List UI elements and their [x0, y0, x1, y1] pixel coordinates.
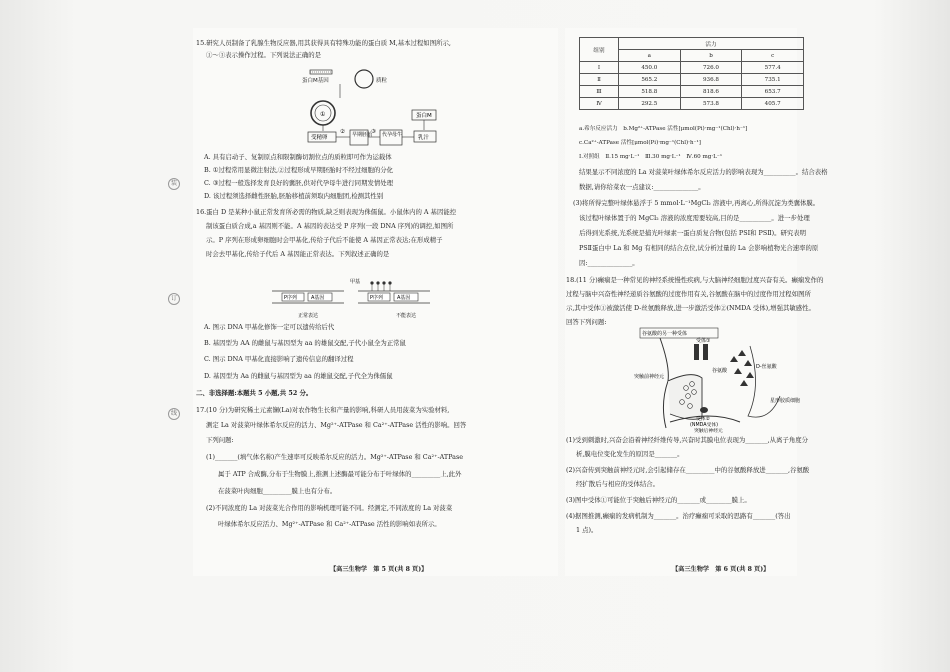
q17-result-line1: 结果显示不同浓度的 La 对菠菜叶绿体希尔反应活力的影响表现为__________。结合表格 [579, 168, 828, 176]
q17-stem-2: 测定 La 对菠菜叶绿体希尔反应的活力、Mg²⁺-ATPase 和 Ca²⁺-ATPase 活性的影响。回答 [206, 421, 467, 429]
q18-stem-1: 18.(11 分)癫痫是一种常见的神经系统慢性疾病,与大脑神经细胞过度兴奋有关。癫痫发作的 [566, 276, 824, 284]
right-page-footer: 【高三生物学 第 6 页(共 8 页)】 [672, 566, 770, 573]
q16-stem-4: 时会去甲基化,传给子代后 A 基因能正常表达。下列叙述正确的是 [206, 250, 390, 258]
fig-other-receptor: 谷氨酸的另一种受体 [642, 331, 688, 337]
q17-part3-line1: (3)将所得完整叶绿体悬浮于 5 mmol·L⁻¹MgCl₂ 溶液中,再离心,所得沉淀为类囊体膜。 [573, 199, 820, 207]
table-cell-b: 573.8 [680, 98, 742, 110]
table-row [580, 62, 804, 74]
plasmid-circle [355, 70, 373, 88]
table-cell-group: Ⅳ [580, 98, 619, 110]
fig-milk: 乳汁 [418, 135, 430, 141]
lanthanum-results-table [579, 37, 804, 110]
binding-mark-2: 订 [168, 293, 180, 305]
table-cell-b: 726.0 [680, 62, 742, 74]
fig-cell3: 代孕母牛 [382, 132, 403, 138]
q18-part1-line1: (1)受到刺激时,兴奋会沿着神经纤维传导,兴奋时其膜电位表现为_______,从离子角度分 [566, 436, 809, 444]
fig-gene-label: 蛋白M基因 [302, 78, 329, 84]
q15-stem-2: ①～③表示操作过程。下列说法正确的是 [206, 51, 322, 59]
fig-normal-expression: 正常表达 [298, 313, 319, 319]
receptor2-shape [700, 407, 708, 413]
binding-mark-1: 装 [168, 178, 180, 190]
q16-option-d: D. 基因型为 Aa 的雌鼠与基因型为 aa 的雄鼠交配,子代全为侏儒鼠 [204, 372, 393, 380]
fig-postsynaptic: 突触后神经元 [694, 429, 723, 434]
left-page-footer: 【高三生物学 第 5 页(共 8 页)】 [330, 566, 428, 573]
table-cell-c: 405.7 [742, 98, 804, 110]
table-header-group: 组别 [580, 38, 619, 62]
table-cell-group: Ⅰ [580, 62, 619, 74]
fig-step2: ② [340, 129, 345, 135]
q18-part4-line2: 1 点)。 [576, 526, 598, 534]
table-cell-c: 735.1 [742, 74, 804, 86]
table-cell-a: 518.8 [619, 86, 681, 98]
q17-part3-line3: 后得到光系统,光系统是捕光叶绿素一蛋白质复合物(包括 PSⅠ和 PSⅡ)。研究表明 [579, 229, 807, 237]
table-cell-a: 450.0 [619, 62, 681, 74]
q15-option-d: D. 该过程须选择雌性胚胎,胚胎移植前须取内细胞团,检测其性别 [204, 192, 384, 200]
fig-a-gene-2: A基因 [397, 295, 411, 301]
table-note-3: Ⅰ.对照组 Ⅱ.15 mg·L⁻¹ Ⅲ.30 mg·L⁻¹ Ⅳ.60 mg·L⁻¹ [579, 154, 723, 160]
q17-part1-line3: 在菠菜叶肉细胞_________膜上也有分布。 [218, 487, 337, 495]
table-header-activity: 活力 [619, 38, 804, 50]
fig-cell2: 早期胚胎 [352, 132, 373, 138]
q17-part3-line5: 因:______________。 [579, 259, 639, 267]
table-cell-a: 292.5 [619, 98, 681, 110]
q17-part1-line2: 属于 ATP 合成酶,分布于生物膜上,推测上述酶最可能分布于叶绿体的_________上,此外 [218, 470, 462, 478]
d-serine-triangles [730, 350, 754, 386]
table-cell-c: 653.7 [742, 86, 804, 98]
fig-step3: ③ [371, 129, 376, 135]
q16-option-a: A. 图示 DNA 甲基化修饰一定可以遗传给后代 [204, 323, 335, 331]
fig-step1: ① [320, 111, 326, 118]
q16-stem-2: 制该蛋白质合成,a 基因则不能。A 基因的表达受 P 序列(一段 DNA 序列)的调控,如图所 [206, 222, 454, 230]
q15-process-figure [290, 66, 470, 151]
table-cell-a: 565.2 [619, 74, 681, 86]
table-header-c: c [742, 50, 804, 62]
q16-option-c: C. 图示 DNA 甲基化直接影响了遗传信息的翻译过程 [204, 355, 354, 363]
table-row [580, 74, 804, 86]
table-note-2: c.Ca²⁺-ATPase 活性[μmol(Pi)·mg⁻¹(Chl)·h⁻¹] [579, 140, 701, 146]
table-row [580, 86, 804, 98]
q17-stem-1: 17.(10 分)为研究稀土元素镧(La)对农作物生长和产量的影响,科研人员用菠菜为实验材料, [196, 406, 450, 414]
fig-d-serine: D-丝氨酸 [756, 364, 777, 370]
receptor1-shape-a [694, 344, 699, 360]
q18-part2-line1: (2)兴奋传到突触前神经元时,会引起储存在_________中的谷氨酸释放进_______,谷氨酸 [566, 466, 810, 474]
q16-methylation-figure [270, 277, 440, 321]
fig-receptor1: 受体① [696, 338, 711, 344]
fig-receptor2: 受体② [696, 417, 710, 422]
table-header-a: a [619, 50, 681, 62]
table-row [580, 98, 804, 110]
q15-option-a: A. 具有启动子、复制原点和限制酶切割位点的质粒即可作为运载体 [204, 153, 392, 161]
fig-not-expressed: 不能表达 [396, 313, 417, 319]
fig-p-seq-1: P序列 [284, 295, 298, 301]
table-header-b: b [680, 50, 742, 62]
fig-a-gene-1: A基因 [311, 295, 325, 301]
fig-presynaptic: 突触前神经元 [634, 374, 665, 380]
table-cell-group: Ⅲ [580, 86, 619, 98]
q18-stem-2: 过程与脑中兴奋性神经递质谷氨酸的过度作用有关,谷氨酸在脑中的过度作用过程如图所 [566, 290, 811, 298]
q17-part2-line1: (2)不同浓度的 La 对菠菜光合作用的影响机理可能不同。经测定,不同浓度的 La 对菠菜 [206, 504, 453, 512]
q17-part3-line2: 该过程叶绿体置于的 MgCl₂ 溶液的浓度需要较高,目的是__________。进一步处理 [579, 214, 810, 222]
fig-astrocyte: 星形胶质细胞 [770, 398, 801, 404]
table-cell-b: 936.8 [680, 74, 742, 86]
binding-mark-3: 线 [168, 408, 180, 420]
q15-option-b: B. ①过程常用显微注射法,②过程形成早期胚胎时不经过细胞的分化 [204, 166, 394, 174]
q17-stem-3: 下列问题: [206, 436, 234, 444]
q18-part4-line1: (4)据图推测,癫痫的发病机制为_______。治疗癫痫可采取的思路有_______(答出 [566, 512, 791, 520]
fig-glutamate: 谷氨酸 [712, 368, 728, 374]
q18-stem-3: 示,其中受体①被激活使 D-丝氨酸释放,进一步激活受体②(NMDA 受体),增强其敏感性。 [566, 304, 815, 312]
presynaptic-terminal [668, 375, 702, 420]
section-two-heading: 二、非选择题:本题共 5 小题,共 52 分。 [196, 389, 313, 397]
table-cell-c: 577.4 [742, 62, 804, 74]
fig-cell1: 受精卵 [311, 135, 328, 141]
fig-p-seq-2: P序列 [370, 295, 384, 301]
q17-part1-line1: (1)_______(填气体名称)产生速率可反映希尔反应的活力。Mg²⁺-ATPase 和 Ca²⁺-ATPase [206, 453, 464, 461]
q18-part2-line2: 经扩散后与相应的受体结合。 [576, 480, 660, 488]
fig-methyl-label: 甲基 [350, 279, 361, 285]
q18-part1-line2: 析,膜电位变化发生的原因是_______。 [576, 450, 684, 458]
methyl-groups [370, 281, 391, 291]
q16-option-b: B. 基因型为 AA 的雌鼠与基因型为 aa 的雄鼠交配,子代小鼠全为正常鼠 [204, 339, 406, 347]
fig-protein: 蛋白M [416, 113, 432, 119]
table-cell-group: Ⅱ [580, 74, 619, 86]
table-note-1: a.希尔反应活力 b.Mg²⁺-ATPase 活性[μmol(Pi)·mg⁻¹(Chl)·h⁻¹] [579, 126, 748, 132]
q15-stem-1: 15.研究人员制备了乳腺生物反应器,用其获得具有特殊功能的蛋白质 M,基本过程如图所示, [196, 39, 451, 47]
q15-option-c: C. ③过程一般选择发育良好的囊胚,供对代孕母牛进行同期发情处理 [204, 179, 394, 187]
q17-result-line2: 数据,请你给菜农一点建议:______________。 [579, 183, 705, 191]
receptor1-shape-b [703, 344, 708, 360]
fig-plasmid-label: 质粒 [376, 78, 388, 84]
q16-stem-1: 16.蛋白 D 是某种小鼠正常发育所必需的物质,缺乏则表现为侏儒鼠。小鼠体内的 A 基因能控 [196, 208, 457, 216]
q18-synapse-figure [630, 326, 840, 434]
table-cell-b: 818.6 [680, 86, 742, 98]
q17-part3-line4: PSⅡ蛋白中 La 和 Mg 有相同的结合点位,试分析过量的 La 会影响植物光合速率的原 [579, 244, 819, 252]
right-page [565, 28, 797, 576]
q16-stem-3: 示。P 序列在形成卵细胞时会甲基化,传给子代后不能使 A 基因正常表达;在形成精子 [206, 236, 443, 244]
q18-part3: (3)图中受体①可能位于突触后神经元的_______或________膜上。 [566, 496, 751, 504]
fig-nmda: (NMDA受体) [690, 423, 718, 428]
q17-part2-line2: 叶绿体希尔反应活力、Mg²⁺-ATPase 和 Ca²⁺-ATPase 活性的影响如表所示。 [218, 520, 441, 528]
q18-stem-4: 回答下列问题: [566, 318, 607, 326]
